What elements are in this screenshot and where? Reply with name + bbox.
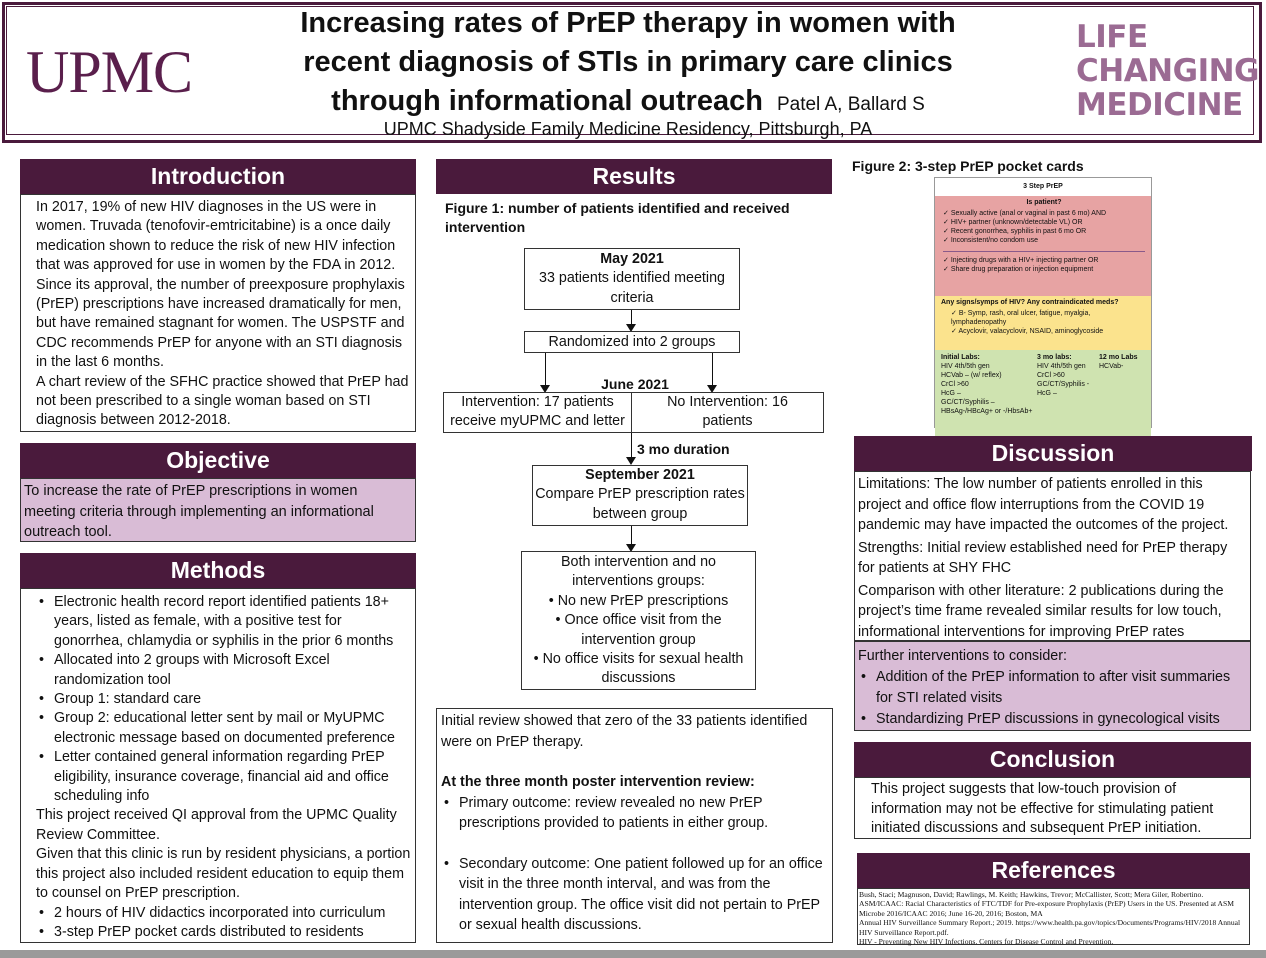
discussion-heading: Discussion [854, 436, 1252, 471]
methods-bullets-education [36, 904, 411, 943]
results-heading: Results [436, 159, 832, 194]
discussion-paragraph: Strengths: Initial review established need for PrEP therapy for patients at SHY FHC [858, 539, 1228, 576]
methods-bullet: • Letter contained general information regarding PrEP eligibility, insurance coverage, financial aid and office scheduling info [54, 748, 411, 806]
labs-3-month: 3 mo labs: HIV 4th/5th gen CrCl >60 GC/CT/Syphilis - HcG – [1037, 354, 1090, 397]
title-line: through informational outreach [331, 85, 763, 117]
conclusion-heading: Conclusion [854, 742, 1251, 777]
flow-box-text: 33 patients identified meeting criteria [539, 270, 725, 306]
tagline-line: LIFE [1076, 19, 1148, 55]
objective-body: To increase the rate of PrEP prescriptions in women meeting criteria through implementing an informational outreach tool. [20, 478, 416, 542]
card-item: ✓ Injecting drugs with a HIV+ injecting partner OR [943, 256, 1145, 265]
flow-arrow [712, 353, 713, 391]
results-intro: Initial review showed that zero of the 33 patients identified were on PrEP therapy. [441, 713, 808, 750]
intro-paragraph: In 2017, 19% of new HIV diagnoses in the US were in women. Truvada (tenofovir-emtricitabine) is a once daily medication shown to reduce the risk of new HIV infection that was approved for use in women by the FDA in 2012. Since its approval, the number of preexposure prophylaxis (PrEP) prescriptions have increased dramatically for men, but have remained stagnant for women. The USPSTF and CDC recommends PrEP for anyone with an STI diagnosis in the last 6 months. [36, 199, 405, 371]
prep-pocket-card [934, 177, 1152, 428]
card-question: Any signs/symps of HIV? Any contraindicated meds? [941, 299, 1119, 306]
bottom-bar [0, 950, 1266, 958]
flow-box-bullet: • Once office visit from the intervention group [555, 612, 722, 648]
card-section-symptoms [935, 296, 1151, 350]
flow-box-intervention: Intervention: 17 patients receive myUPMC and letter [443, 392, 632, 433]
further-interventions [854, 641, 1251, 731]
methods-bullet: • Group 2: educational letter sent by mail or MyUPMC electronic message based on documented preference [54, 709, 411, 748]
flow-duration-label: 3 mo duration [637, 441, 730, 457]
flow-arrow [631, 433, 632, 463]
methods-paragraph: This project received QI approval from the UPMC Quality Review Committee. [36, 807, 397, 843]
card-item: ✓ Acyclovir, valacyclovir, NSAID, aminoglycoside [941, 327, 1145, 336]
further-item: • Addition of the PrEP information to after visit summaries for STI related visits [876, 667, 1246, 709]
flow-box-bullet: • No new PrEP prescriptions [548, 592, 729, 609]
upmc-logo: UPMC [26, 39, 193, 105]
intro-paragraph: A chart review of the SFHC practice showed that PrEP had not been prescribed to a single woman based on STI diagnosis between 2012-2018. [36, 373, 409, 429]
card-question: Is patient? [1026, 199, 1062, 206]
card-item: ✓ B- Symp, rash, oral ulcer, fatigue, myalgia, lymphadenopathy [941, 309, 1145, 327]
flow-box-may [524, 248, 740, 310]
methods-bullet: • Group 1: standard care [54, 690, 411, 709]
tagline-line: CHANGING [1076, 53, 1259, 89]
tagline-line: MEDICINE [1076, 87, 1243, 123]
card-item: ✓ Share drug preparation or injection equipment [943, 265, 1145, 274]
further-item: • Standardizing PrEP discussions in gynecological visits [876, 709, 1246, 730]
conclusion-body: This project suggests that low-touch provision of information may not be effective for stimulating patient initiated discussions and subsequent PrEP initiation. [854, 777, 1251, 839]
objective-heading: Objective [20, 443, 416, 478]
reference-item: Bush, Staci; Magnuson, David; Rawlings, M. Keith; Hawkins, Trevor; McCallister, Scott; Mera Giler, Robertino. ASM/ICAAC: Racial Characteristics of FTC/TDF for Pre-exposure Prophylaxis (PrEP) Users in the US. Presented at ASM Microbe 2016/ICAAC 2016; June 16-20, 2016; Boston, MA [859, 890, 1235, 918]
flow-june-label: June 2021 [601, 376, 669, 392]
title-line: recent diagnosis of STIs in primary care clinics [303, 46, 953, 78]
flow-box-title: May 2021 [600, 251, 664, 267]
methods-paragraph: Given that this clinic is run by resident physicians, a portion this project also included resident education to equip them to counsel on PrEP prescription. [36, 846, 411, 902]
reference-item: HIV - Preventing New HIV Infections. Centers for Disease Control and Prevention. [859, 937, 1114, 947]
card-item: ✓ Inconsistent/no condom use [943, 236, 1145, 245]
discussion-body [854, 471, 1251, 641]
methods-bullets [36, 593, 411, 806]
poster-title [230, 4, 1026, 124]
methods-bullet: • Allocated into 2 groups with Microsoft Excel randomization tool [54, 651, 411, 690]
methods-bullet: • 3-step PrEP pocket cards distributed to residents [54, 923, 411, 942]
references-heading: References [857, 853, 1250, 888]
results-summary [436, 708, 833, 943]
methods-bullet: • 2 hours of HIV didactics incorporated into curriculum [54, 904, 411, 923]
card-item: ✓ Recent gonorrhea, syphilis in past 6 mo OR [943, 227, 1145, 236]
card-item: ✓ Sexually active (anal or vaginal in past 6 mo) AND [943, 209, 1145, 218]
title-line: Increasing rates of PrEP therapy in women with [300, 7, 956, 39]
flow-arrow [631, 526, 632, 550]
results-outcome: • Primary outcome: review revealed no new PrEP prescriptions provided to patients in either group. [459, 793, 828, 834]
methods-heading: Methods [20, 553, 416, 588]
flow-arrow [631, 310, 632, 330]
figure2-caption: Figure 2: 3-step PrEP pocket cards [852, 158, 1084, 174]
further-heading: Further interventions to consider: [858, 648, 1067, 664]
results-outcome: • Secondary outcome: One patient followed up for an office visit in the three month interval, and was from the intervention group. The office visit did not pertain to PrEP or sexual health discussions. [459, 854, 828, 936]
card-section-labs [935, 350, 1151, 438]
methods-body [20, 588, 416, 943]
labs-initial: Initial Labs: HIV 4th/5th gen HCVab – (w/ reflex) CrCl >60 HcG – GC/CT/Syphilis – HBsAg-/HBcAg+ or -/HbsAb+ [941, 354, 1033, 415]
reference-item: Annual HIV Surveillance Summary Report.; 2019. https://www.health.pa.gov/topics/Documents/Programs/HIV/2018 Annual HIV Surveillance Report.pdf. [859, 918, 1241, 937]
flow-box-title: September 2021 [585, 467, 695, 483]
flow-box-bullet: • No office visits for sexual health discussions [533, 651, 744, 687]
card-title: 3 Step PrEP [1023, 183, 1063, 190]
affiliation: UPMC Shadyside Family Medicine Residency, Pittsburgh, PA [383, 119, 873, 139]
results-review-heading: At the three month poster intervention review: [441, 774, 755, 790]
references-body [857, 888, 1250, 945]
flow-arrow [545, 353, 546, 391]
card-item: ✓ HIV+ partner (unknown/detectable VL) OR [943, 218, 1145, 227]
discussion-paragraph: Comparison with other literature: 2 publications during the project’s time frame revealed similar results for low touch, informational interventions for improving PrEP rates [858, 582, 1224, 640]
flow-box-randomized: Randomized into 2 groups [524, 331, 740, 353]
introduction-body [20, 194, 416, 432]
methods-bullet: • Electronic health record report identified patients 18+ years, listed as female, with a positive test for gonorrhea, chlamydia or syphilis in the prior 6 months [54, 593, 411, 651]
flow-box-no-intervention: No Intervention: 16 patients [631, 392, 824, 433]
introduction-heading: Introduction [20, 159, 416, 194]
labs-12-month: 12 mo Labs HCVab- [1099, 354, 1138, 370]
figure1-caption: Figure 1: number of patients identified and received intervention [445, 200, 790, 235]
life-changing-medicine-logo [1076, 19, 1259, 123]
flow-box-september [532, 465, 748, 526]
results-outcomes [441, 793, 828, 936]
flow-box-outcome [521, 551, 756, 690]
discussion-paragraph: Limitations: The low number of patients enrolled in this project and office flow interruptions from the COVID 19 pandemic may have impacted the outcomes of the project. [858, 476, 1229, 533]
flow-box-text: Compare PrEP prescription rates between group [535, 486, 745, 522]
flow-box-text: Both intervention and no interventions groups: [561, 554, 716, 590]
card-section-eligibility [935, 196, 1151, 296]
further-list [858, 667, 1246, 730]
authors: Patel A, Ballard S [776, 94, 925, 115]
